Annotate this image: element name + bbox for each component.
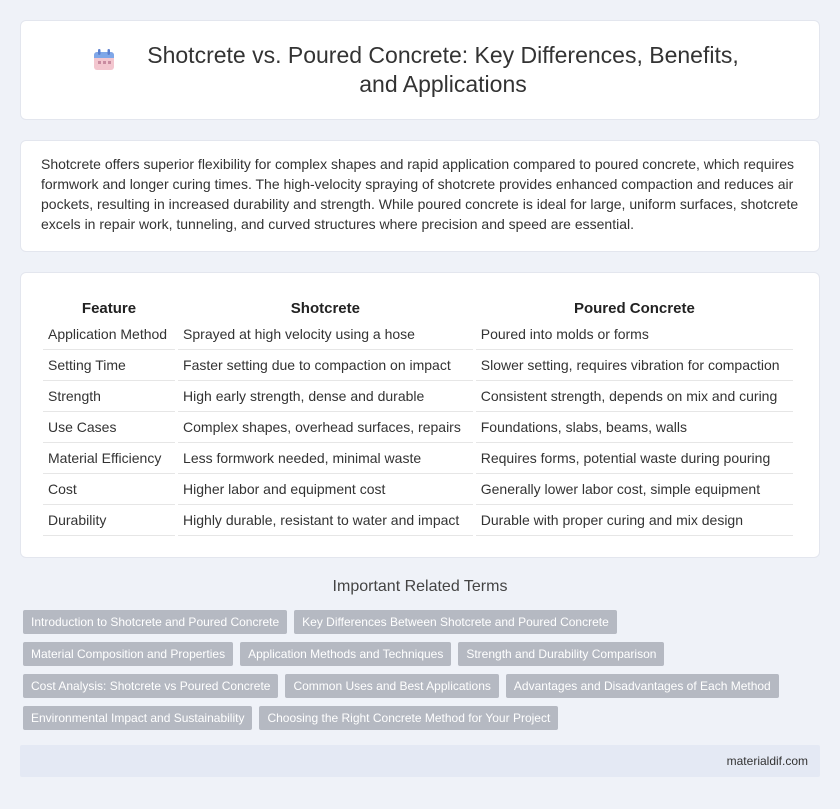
header-card [20, 20, 820, 120]
table-cell: Foundations, slabs, beams, walls [476, 412, 793, 443]
footer-site[interactable]: materialdif.com [726, 754, 808, 768]
table-cell: Cost [43, 474, 175, 505]
table-row [43, 381, 793, 412]
related-term-tag[interactable]: Advantages and Disadvantages of Each Method [506, 674, 779, 698]
related-terms-list [23, 610, 813, 738]
tag-row [23, 610, 813, 634]
tag-row [23, 706, 813, 730]
table-cell: High early strength, dense and durable [178, 381, 473, 412]
table-cell: Setting Time [43, 350, 175, 381]
tag-row [23, 674, 813, 698]
related-term-tag[interactable]: Environmental Impact and Sustainability [23, 706, 252, 730]
intro-card [20, 140, 820, 252]
column-header: Shotcrete [290, 299, 360, 317]
table-row [43, 443, 793, 474]
table-cell: Application Method [43, 319, 175, 350]
table-cell: Durable with proper curing and mix design [476, 505, 793, 536]
table-cell: Complex shapes, overhead surfaces, repairs [178, 412, 473, 443]
related-term-tag[interactable]: Introduction to Shotcrete and Poured Concrete [23, 610, 287, 634]
table-cell: Poured into molds or forms [476, 319, 793, 350]
related-term-tag[interactable]: Choosing the Right Concrete Method for Your Project [259, 706, 558, 730]
table-cell: Use Cases [43, 412, 175, 443]
table-cell: Less formwork needed, minimal waste [178, 443, 473, 474]
calendar-icon [91, 47, 117, 73]
table-row [43, 319, 793, 350]
table-row [43, 350, 793, 381]
related-term-tag[interactable]: Strength and Durability Comparison [458, 642, 664, 666]
intro-text: Shotcrete offers superior flexibility for complex shapes and rapid application compared to poured concrete, which requires formwork and longer curing times. The high-velocity spraying of shotcrete provides enhanced compaction and reduces air pockets, resulting in increased durability and strength. While poured concrete is ideal for large, uniform surfaces, shotcrete excels in repair work, tunneling, and curved structures where precision and speed are essential. [41, 156, 799, 232]
column-header: Poured Concrete [573, 299, 695, 317]
table-cell: Generally lower labor cost, simple equipment [476, 474, 793, 505]
comparison-table [40, 293, 796, 536]
table-cell: Faster setting due to compaction on impact [178, 350, 473, 381]
related-terms-title: Important Related Terms [332, 578, 508, 595]
table-cell: Consistent strength, depends on mix and curing [476, 381, 793, 412]
related-term-tag[interactable]: Application Methods and Techniques [240, 642, 451, 666]
page-title: Shotcrete vs. Poured Concrete: Key Differences, Benefits, and Applications [147, 42, 739, 97]
table-cell: Requires forms, potential waste during pouring [476, 443, 793, 474]
comparison-card [20, 272, 820, 558]
footer [20, 745, 820, 777]
table-cell: Slower setting, requires vibration for compaction [476, 350, 793, 381]
table-cell: Strength [43, 381, 175, 412]
column-header: Feature [81, 299, 137, 317]
table-cell: Highly durable, resistant to water and impact [178, 505, 473, 536]
related-term-tag[interactable]: Material Composition and Properties [23, 642, 233, 666]
tag-row [23, 642, 813, 666]
related-term-tag[interactable]: Common Uses and Best Applications [285, 674, 498, 698]
table-row [43, 505, 793, 536]
table-cell: Higher labor and equipment cost [178, 474, 473, 505]
table-cell: Material Efficiency [43, 443, 175, 474]
table-row [43, 474, 793, 505]
related-term-tag[interactable]: Key Differences Between Shotcrete and Poured Concrete [294, 610, 617, 634]
related-term-tag[interactable]: Cost Analysis: Shotcrete vs Poured Concrete [23, 674, 278, 698]
table-cell: Durability [43, 505, 175, 536]
table-cell: Sprayed at high velocity using a hose [178, 319, 473, 350]
table-header-row [43, 293, 793, 319]
table-row [43, 412, 793, 443]
